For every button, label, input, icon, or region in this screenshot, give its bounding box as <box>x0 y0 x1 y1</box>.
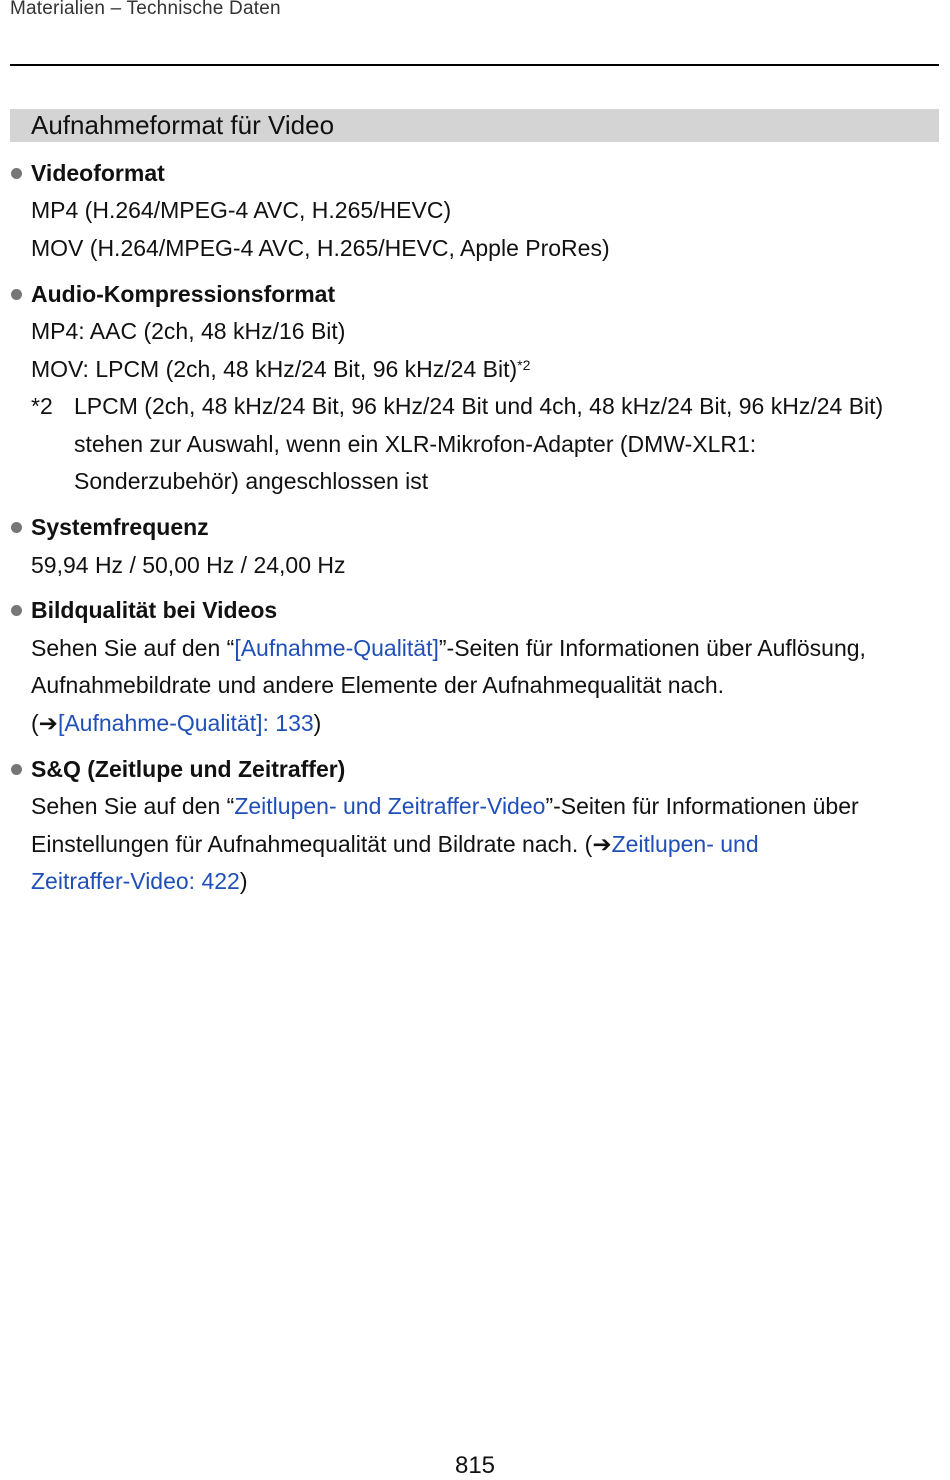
page-number: 815 <box>454 1452 496 1479</box>
footnote-line: Sonderzubehör) angeschlossen ist <box>74 468 429 494</box>
text-segment: ”-Seiten für Informationen über <box>545 793 859 819</box>
text-segment: Sehen Sie auf den “ <box>31 793 235 819</box>
audio-line <box>31 355 530 383</box>
arrow-right-icon: ➔ <box>592 831 612 857</box>
bullet-icon <box>11 289 22 300</box>
heading-image-quality: Bildqualität bei Videos <box>31 597 278 623</box>
header-rule <box>10 64 939 66</box>
text-segment: ) <box>239 868 248 894</box>
image-quality-line <box>31 634 866 662</box>
image-quality-line <box>31 709 321 737</box>
sq-line <box>31 867 248 895</box>
text-segment: Sehen Sie auf den “ <box>31 635 235 661</box>
audio-line: MP4: AAC (2ch, 48 kHz/16 Bit) <box>31 318 346 344</box>
sq-line <box>31 792 859 820</box>
arrow-right-icon: ➔ <box>38 710 58 736</box>
running-header: Materialien – Technische Daten <box>10 0 281 19</box>
image-quality-line: Aufnahmebildrate und andere Elemente der Aufnahmequalität nach. <box>31 672 725 698</box>
bullet-icon <box>11 168 22 179</box>
link-zeitlupen-422[interactable]: Zeitlupen- und <box>611 831 759 857</box>
heading-audio: Audio-Kompressionsformat <box>31 281 336 307</box>
videoformat-line: MP4 (H.264/MPEG-4 AVC, H.265/HEVC) <box>31 197 452 223</box>
text-segment: ”-Seiten für Informationen über Auflösung, <box>438 635 866 661</box>
heading-videoformat: Videoformat <box>31 160 165 186</box>
link-aufnahme-qualitaet-133[interactable]: [Aufnahme-Qualität]: 133 <box>57 710 314 736</box>
heading-sq: S&Q (Zeitlupe und Zeitraffer) <box>31 756 346 782</box>
bullet-icon <box>11 605 22 616</box>
footnote-line: stehen zur Auswahl, wenn ein XLR-Mikrofon-Adapter (DMW-XLR1: <box>74 431 757 457</box>
text-segment: ( <box>31 710 39 736</box>
bullet-icon <box>11 764 22 775</box>
system-frequency-line: 59,94 Hz / 50,00 Hz / 24,00 Hz <box>31 552 346 578</box>
footnote-mark: *2 <box>31 393 53 419</box>
bullet-icon <box>11 522 22 533</box>
link-aufnahme-qualitaet[interactable]: [Aufnahme-Qualität] <box>234 635 439 661</box>
text-segment: Einstellungen für Aufnahmequalität und Bildrate nach. ( <box>31 831 593 857</box>
videoformat-line: MOV (H.264/MPEG-4 AVC, H.265/HEVC, Apple ProRes) <box>31 235 610 261</box>
section-title: Aufnahmeformat für Video <box>31 110 335 140</box>
footnote-reference: *2 <box>517 357 531 373</box>
audio-line-text: MOV: LPCM (2ch, 48 kHz/24 Bit, 96 kHz/24 Bit) <box>31 356 518 382</box>
link-zeitlupen-422-cont[interactable]: Zeitraffer-Video: 422 <box>31 868 240 894</box>
footnote-line: LPCM (2ch, 48 kHz/24 Bit, 96 kHz/24 Bit und 4ch, 48 kHz/24 Bit, 96 kHz/24 Bit) <box>74 393 884 419</box>
link-zeitlupen-video[interactable]: Zeitlupen- und Zeitraffer-Video <box>234 793 546 819</box>
heading-system-frequency: Systemfrequenz <box>31 514 209 540</box>
text-segment: ) <box>313 710 322 736</box>
sq-line <box>31 830 759 858</box>
